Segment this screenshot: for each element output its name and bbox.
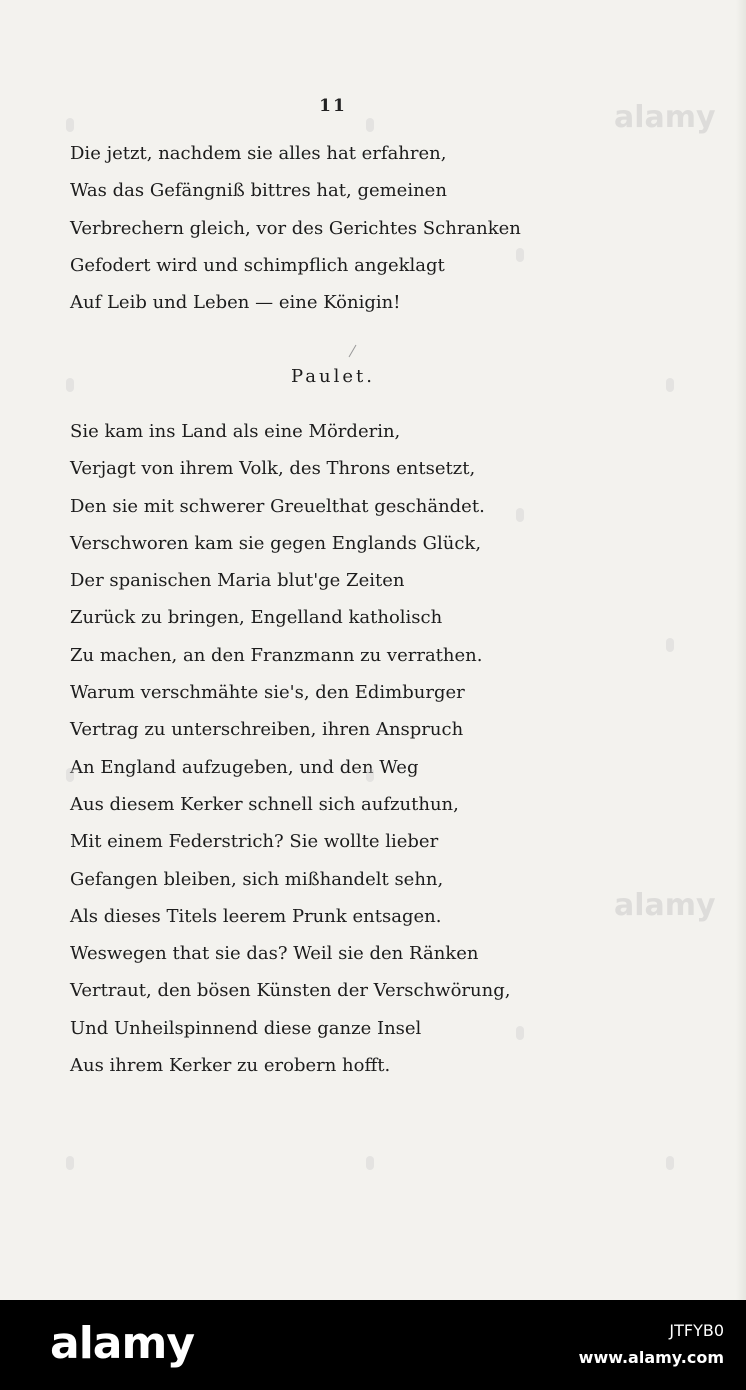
verse-line: Aus diesem Kerker schnell sich aufzuthun, [70,793,459,815]
watermark-logo-bottom: alamy [614,888,716,923]
alamy-logo: alamy [50,1318,194,1369]
site-url: www.alamy.com [578,1348,724,1367]
watermark-footer [0,1300,746,1390]
watermark-mark [666,378,674,392]
watermark-logo-top: alamy [614,100,716,135]
verse-line: Warum verschmähte sie's, den Edimburger [70,682,465,704]
verse-line: Verbrechern gleich, vor des Gerichtes Schranken [70,217,521,239]
watermark-mark [66,1156,74,1170]
verse-line: Und Unheilspinnend diese ganze Insel [70,1017,422,1039]
verse-line: Vertrag zu unterschreiben, ihren Anspruch [70,719,464,741]
verse-line: Verjagt von ihrem Volk, des Throns entsetzt, [70,458,476,480]
watermark-mark [66,768,74,782]
image-id: JTFYB0 [669,1321,724,1340]
verse-line: Mit einem Federstrich? Sie wollte lieber [70,831,439,853]
verse-line: An England aufzugeben, und den Weg [70,756,419,778]
watermark-mark [366,1156,374,1170]
stanza-1 [70,135,540,321]
verse-line: Gefangen bleiben, sich mißhandelt sehn, [70,868,444,890]
page-number: 11 [319,96,347,116]
verse-line: Verschworen kam sie gegen Englands Glück, [70,532,482,554]
watermark-mark [666,1156,674,1170]
verse-line: Weswegen that sie das? Weil sie den Ränken [70,943,479,965]
watermark-mark [666,638,674,652]
verse-line: Aus ihrem Kerker zu erobern hofft. [70,1055,391,1077]
verse-line: Gefodert wird und schimpflich angeklagt [70,254,445,276]
watermark-mark [516,248,524,262]
watermark-mark [516,508,524,522]
verse-line: Zu machen, an den Franzmann zu verrathen. [70,644,483,666]
verse-line: Vertraut, den bösen Künsten der Verschwörung, [70,980,511,1002]
speaker-name: Paulet. [291,366,375,387]
watermark-mark [366,768,374,782]
pencil-mark [349,345,357,358]
verse-line: Der spanischen Maria blut'ge Zeiten [70,570,405,592]
watermark-mark [366,118,374,132]
verse-line: Zurück zu bringen, Engelland katholisch [70,607,443,629]
watermark-mark [516,1026,524,1040]
verse-line: Sie kam ins Land als eine Mörderin, [70,421,401,442]
verse-line: Als dieses Titels leerem Prunk entsagen. [70,905,442,927]
watermark-mark [66,118,74,132]
verse-line: Die jetzt, nachdem sie alles hat erfahren, [70,143,447,164]
verse-line: Den sie mit schwerer Greuelthat geschändet. [70,495,485,517]
page-edge [736,0,746,1300]
verse-line: Was das Gefängniß bittres hat, gemeinen [70,180,447,202]
stanza-2 [70,413,540,1084]
watermark-mark [66,378,74,392]
verse-line: Auf Leib und Leben — eine Königin! [70,292,401,314]
